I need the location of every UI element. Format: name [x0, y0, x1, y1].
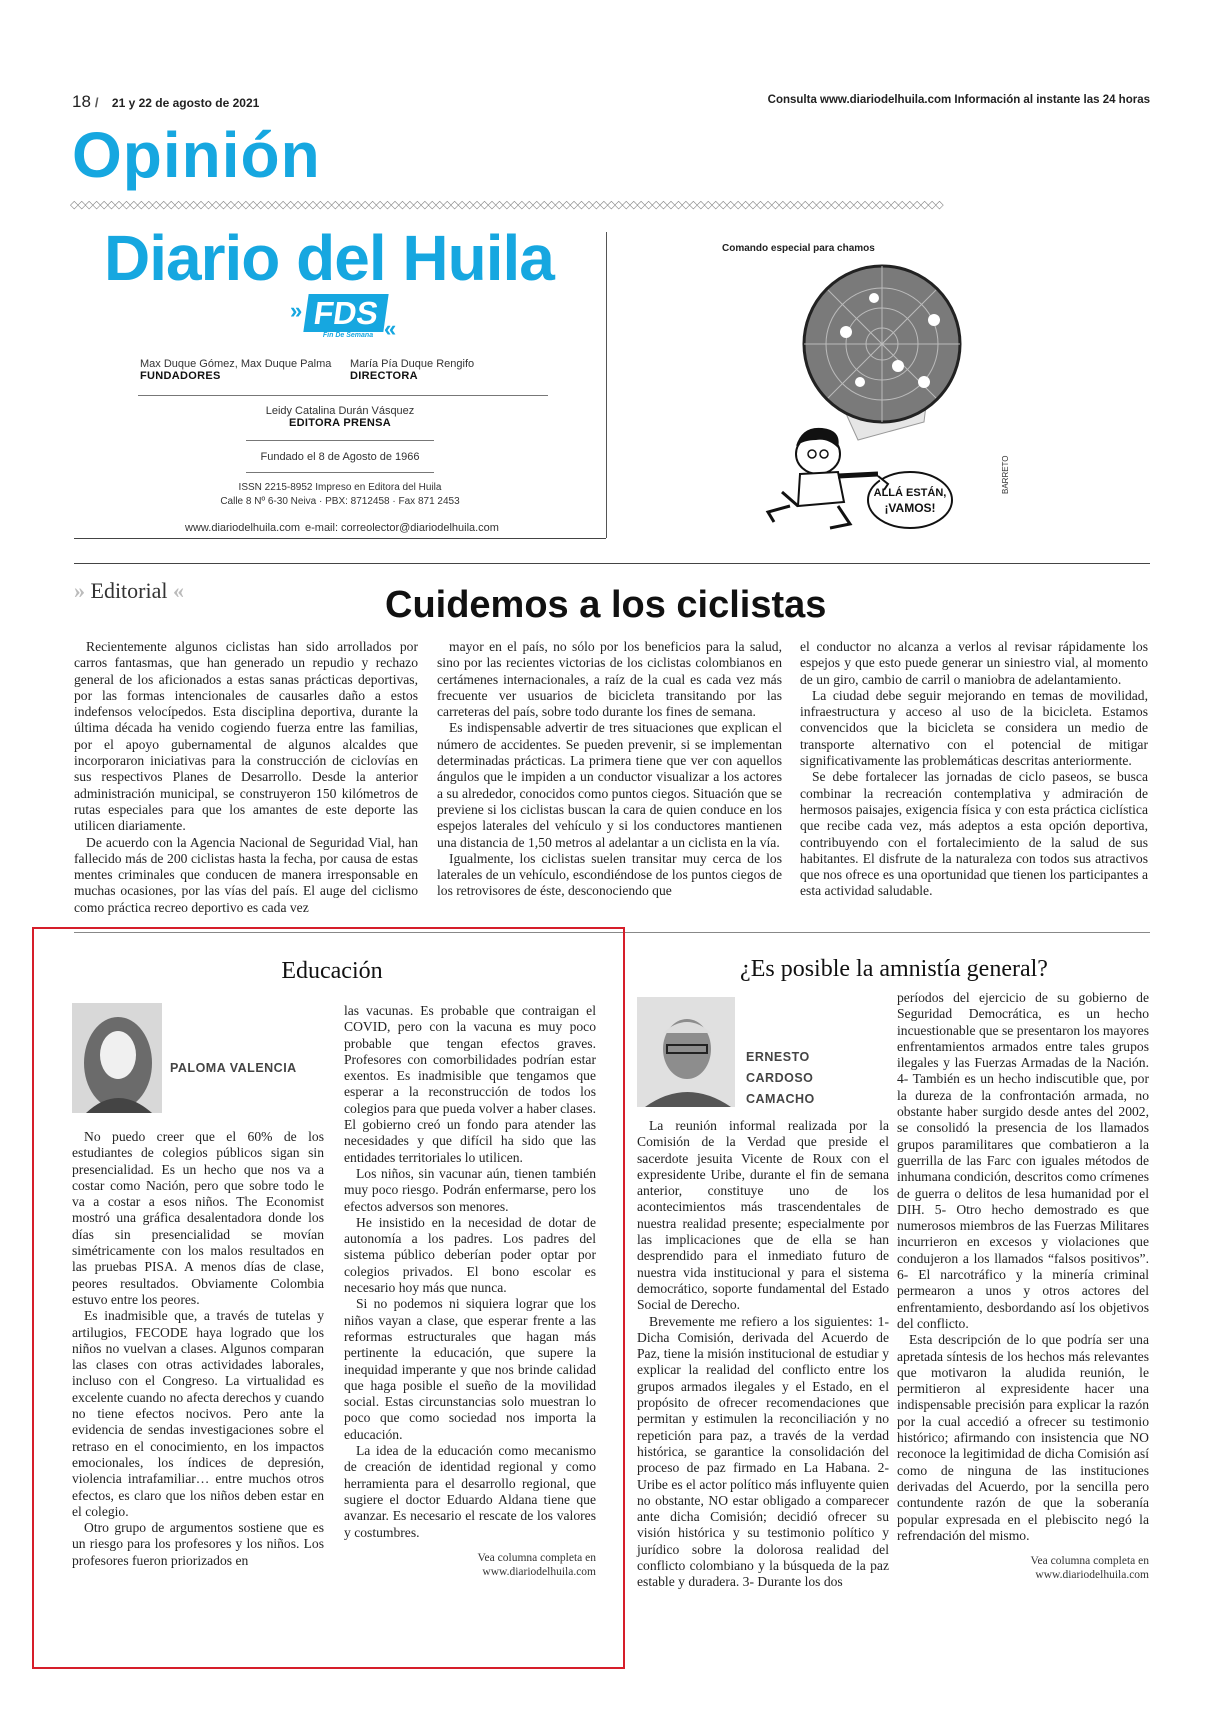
director-block [350, 358, 550, 382]
paragraph: La idea de la educación como mecanismo de creación de identidad regional y como herramienta para el desarrollo regional, que sugiere el doctor Eduardo Aldana tiene que avanzar. Es necesario el rescate de los valores y costumbres. [344, 1443, 596, 1540]
masthead-vertical-rule [606, 232, 607, 538]
director-name: María Pía Duque Rengifo [350, 358, 475, 370]
fds-logo-text: FDS [303, 294, 388, 332]
address-line: Calle 8 Nº 6-30 Neiva · PBX: 8712458 · Fax 871 2453 [220, 496, 460, 507]
author-portrait [72, 1003, 162, 1113]
page-number: 18 [72, 92, 91, 111]
read-more-note [897, 1554, 1149, 1582]
paragraph: Los niños, sin vacunar aún, tienen también muy poco riesgo. Podrán enfermarse, pero los efectos adversos son menores. [344, 1165, 596, 1214]
section-rule [74, 563, 1150, 564]
editor-name: Leidy Catalina Durán Vásquez [265, 405, 415, 417]
paragraph: La ciudad debe seguir mejorando en temas de movilidad, infraestructura y acceso al uso de la bicicleta. Estamos convencidos que la bicicleta se considera un medio de transporte alternativo con el potencial de mitigar significativamente las problemáticas descritas anteriormente. [800, 687, 1148, 769]
editor-block [200, 405, 480, 429]
column-title-educacion: Educación [281, 958, 383, 984]
author-name-line2: CARDOSO [746, 1071, 814, 1085]
author-name: PALOMA VALENCIA [170, 1061, 297, 1075]
fds-logo-sub: Fin De Semana [322, 332, 374, 339]
chevron-right-icon: » [290, 298, 303, 323]
paragraph: La reunión informal realizada por la Comisión de la Verdad que preside el sacerdote jesuita Vicente de Roux con el expresidente Uribe, durante el fin de semana anterior, constituye uno de los acontecimientos más trascendentales de nuestra realidad presente; especialmente por las implicaciones que de ella se han desprendido para el inmediato futuro de nuestra vida institucional y para el sistema democrático, soporte fundamental del Estado Social de Derecho. [637, 1118, 889, 1313]
read-more-note [344, 1551, 596, 1579]
website-link[interactable]: www.diariodelhuila.com [185, 522, 300, 534]
consult-text: Consulta www.diariodelhuila.com Información al instante las 24 horas [767, 94, 1150, 106]
paragraph: Es indispensable advertir de tres situaciones que explican el número de accidentes. Se pueden prevenir, si se implementan determinadas prácticas. La primera tiene que ver con aquellos ángulos que le impiden a un conductor visualizar a los actores a su alrededor, conocidos como puntos ciegos. Situación que se previene si los ciclistas buscan la cara de quien conduce en los espejos laterales del vehículo y si los conductores mantienen una distancia de 1,50 metros al adelantar a un ciclista en la vía. [437, 720, 782, 850]
cartoon-speech-line1: ALLÁ ESTÁN, [873, 487, 947, 499]
paragraph: mayor en el país, no sólo por los beneficios para la salud, sino por las recientes victorias de los ciclistas colombianos en certámenes internacionales, a raíz de la cual es cada vez más frecuente ver usuarios de bicicleta transitando por las carreteras del país, sobre todo durante los fines de semana. [437, 639, 782, 720]
section-title: Opinión [72, 119, 321, 191]
editorial-column-1 [74, 639, 418, 916]
founders-block [140, 358, 350, 382]
editorial-column-3 [800, 639, 1148, 900]
paragraph: Esta descripción de lo que podría ser una apretada síntesis de los hechos más relevantes que motivaron la aludida reunión, le permitieron al expresidente hacer una indispensable precisión para explicar la razón por la cual accedió a ofrecer su testimonio histórico; afirmando con insistencia que NO reconoce la legitimidad de dicha Comisión así como de ninguna de las instituciones derivadas del Acuerdo, por la sencilla pero contundente razón de que la soberanía popular expresada en el plebiscito negó la refrendación del mismo. [897, 1332, 1149, 1543]
paragraph: Brevemente me refiero a los siguientes: 1- Dicha Comisión, derivada del Acuerdo de Paz, tiene la misión institucional de estudiar y explicar la realidad del conflicto entre los grupos armados ilegales y el Estado, en el propósito de ofrecer recomendaciones que permitan y estimulen la reconciliación y no repetición para paz, a través de la verdad histórica, se garantice la consolidación del proceso de paz firmado en La Habana. 2- Uribe es el actor político más influyente quien no obstante, NO estar obligado a comparecer ante dicha Comisión; decidió ofrecer su visión histórica y su testimonio político y jurídico sobre la dolorosa realidad del conflicto colombiano y la búsqueda de la paz estable y duradera. 3- Durante los dos [637, 1313, 889, 1590]
author-name-line1: ERNESTO [746, 1050, 810, 1064]
paragraph: Igualmente, los ciclistas suelen transitar muy cerca de los laterales de un vehículo, escondiéndose de los puntos ciegos de los retrovisores de éste, desconociendo que [437, 850, 782, 899]
paragraph: Se debe fortalecer las jornadas de ciclo paseos, se busca combinar la recreación contemplativa y admiración de hermosos paisajes, exigencia física y con esta práctica ciclística que recibe cada vez, más adeptos a esta opción deportiva, contribuyendo con el fortalecimiento de la salud de sus habitantes. El disfrute de la naturaleza con todos sus atractivos que nos ofrece es una oportunidad que tienen los participantes a esta actividad saludable. [800, 769, 1148, 899]
paragraph: Es inadmisible que, a través de tutelas y artilugios, FECODE haya logrado que los niños no vuelvan a clases. Algunos comparan las clases con otras actividades laborales, incluso con el Congreso. La virtualidad es excelente cuando no afecta derechos y cuando no tiene efectos nocivos. Pero ante la evidencia de sendas investigaciones sobre el retraso en el conocimiento, en los impactos emocionales, los índices de depresión, violencia intrafamiliar… entre muchos otros efectos, es claro que los niños deben estar en el colegio. [72, 1308, 324, 1519]
paragraph: Otro grupo de argumentos sostiene que es un riesgo para los profesores y los niños. Los profesores fueron priorizados en [72, 1520, 324, 1568]
founded-date: Fundado el 8 de Agosto de 1966 [260, 451, 420, 463]
author-name [746, 1047, 815, 1110]
editorial-label-text: Editorial [90, 578, 168, 603]
chevron-left-icon: « [172, 578, 184, 603]
column-title-amnistia: ¿Es posible la amnistía general? [740, 956, 1048, 982]
masthead-divider [246, 440, 434, 441]
founders-role: FUNDADORES [140, 370, 221, 382]
fds-logo [292, 294, 396, 340]
paragraph: De acuerdo con la Agencia Nacional de Seguridad Vial, han fallecido más de 200 ciclistas hasta la fecha, por causa de estas mentes criminales que conducen de manera irresponsable en muchas ocasiones, por las vías del país. El auge del ciclismo como práctica recreo deportivo es cada vez [74, 834, 418, 915]
paragraph: No puedo creer que el 60% de los estudiantes de colegios públicos sigan sin presencialidad. Es un hecho que nos va a costar como Nación, pero que sobre todo le va a costar a esos niños. The Economist mostró una gráfica desalentadora donde los días sin presencialidad se movían simétricamente con los malos resultados en las pruebas PISA. A menos días de clase, peores resultados. Obviamente Colombia estuvo entre los peores. [72, 1129, 324, 1307]
author-photo [637, 997, 735, 1107]
cartoon-drawing [738, 262, 1038, 544]
read-more-link[interactable]: www.diariodelhuila.com [1035, 1569, 1149, 1582]
issue-date: 21 y 22 de agosto de 2021 [111, 96, 260, 110]
issn-line: ISSN 2215-8952 Impreso en Editora del Huila [238, 482, 442, 493]
separator-slash: / [94, 95, 99, 110]
editorial-column-2 [437, 639, 782, 900]
editorial-label [74, 578, 184, 604]
cartoon-image [738, 262, 1038, 544]
founders-names: Max Duque Gómez, Max Duque Palma [140, 358, 332, 370]
author-photo [72, 1003, 162, 1113]
paragraph: las vacunas. Es probable que contraigan el COVID, pero con la vacuna es muy poco probable que tengan efectos graves. Profesores con comorbilidades podrían estar exentos. Es inadmisible que tengamos que esperar a la reconstrucción de todos los colegios para que pueda volver a haber clases. El gobierno creó un fondo para atender las necesidades y que difícil ha sido que las entidades territoriales lo utilicen. [344, 1003, 596, 1165]
read-more-link[interactable]: www.diariodelhuila.com [482, 1565, 596, 1578]
educacion-column-1 [72, 1129, 324, 1569]
chevron-right-icon: » [74, 578, 85, 603]
masthead-divider [246, 472, 434, 473]
diamond-divider: ◇◇◇◇◇◇◇◇◇◇◇◇◇◇◇◇◇◇◇◇◇◇◇◇◇◇◇◇◇◇◇◇◇◇◇◇◇◇◇◇◇◇◇◇◇◇◇◇◇◇◇◇◇◇◇◇◇◇◇◇◇◇◇◇◇◇◇◇◇◇◇◇◇◇◇◇◇◇◇◇◇◇◇◇◇◇◇◇◇◇◇◇◇◇◇◇◇◇◇◇◇◇◇◇◇◇◇◇◇◇◇◇◇◇◇◇◇ [70, 199, 943, 211]
paragraph: el conductor no alcanza a verlos al revisar rápidamente los espejos y que esto puede generar un siniestro vial, al momento de un giro, cambio de carril o maniobra de adelantamiento. [800, 639, 1148, 687]
editor-role: EDITORA PRENSA [289, 417, 391, 429]
masthead-divider [138, 395, 548, 396]
paragraph: Recientemente algunos ciclistas han sido arrollados por carros fantasmas, que han generado un repudio y rechazo general de los aficionados a estas sanas prácticas deportivas, por las formas intencionales de causarles daño a estos indefensos velocípedos. Esta disciplina deportiva, durante la última década ha venido cogiendo fuerza entre las familias, por el apoyo gubernamental de algunos alcaldes que incorporaron iniciativas para la construcción de ciclovías en sus respectivos Planes de Desarrollo. Desde la anterior administración municipal, se construyeron 150 kilómetros de rutas especiales para que los amantes de este deporte las utilicen diariamente. [74, 639, 418, 834]
amnistia-column-1 [637, 1118, 889, 1591]
email-link[interactable]: e-mail: correolector@diariodelhuila.com [305, 522, 499, 534]
read-more-text: Vea columna completa en [1030, 1555, 1149, 1568]
cartoon-title: Comando especial para chamos [722, 243, 875, 254]
paragraph: períodos del ejercicio de su gobierno de Seguridad Democrática, es un hecho incuestionable que se presentaron los mayores enfrentamientos armados entre tales grupos ilegales y las Fuerzas Armadas de la Nación. 4- También es un hecho indiscutible que, por la dureza de la confrontación armada, no obstante haber surgido desde antes del 2002, se consolidó la presencia de los llamados grupos paramilitares que combatieron a la guerrilla de las Farc con iguales métodos de inhumana condición, descritos como crímenes de guerra o delitos de lesa humanidad por el DIH. 5- Otro hecho demostrado es que numerosos miembros de las Fuerzas Militares incurrieron en excesos y violaciones que condujeron a los llamados “falsos positivos”. 6- El narcotráfico y la minería criminal permearon a unos y otros actores del enfrentamiento, desbordando así los objetivos del conflicto. [897, 990, 1149, 1331]
educacion-column-2 [344, 1003, 596, 1579]
paragraph: Si no podemos ni siquiera lograr que los niños vayan a clase, que esperar frente a las reformas estructurales que hagan más pertinente la educación, que supere la inequidad imperante y que nos brinde calidad que haga posible el sueño de la movilidad social. Estas circunstancias solo muestran lo poco que como sociedad nos importa la educación. [344, 1296, 596, 1442]
chevron-left-icon: « [384, 316, 397, 341]
director-role: DIRECTORA [350, 370, 418, 382]
author-portrait [637, 997, 735, 1107]
amnistia-column-2 [897, 990, 1149, 1582]
editorial-headline: Cuidemos a los ciclistas [385, 584, 827, 626]
page-header [72, 92, 1150, 112]
cartoon-signature: BARRETO [1001, 455, 1010, 494]
masthead-bottom-rule [74, 538, 606, 539]
read-more-text: Vea columna completa en [477, 1551, 596, 1564]
cartoon-speech-line2: ¡VAMOS! [884, 501, 936, 515]
author-name-line3: CAMACHO [746, 1092, 815, 1106]
masthead-title: Diario del Huila [104, 222, 554, 294]
paragraph: He insistido en la necesidad de dotar de autonomía a los padres. Los padres del sistema público deberían poder optar por colegios privados. El bono escolar es necesario hoy más que nunca. [344, 1214, 596, 1296]
